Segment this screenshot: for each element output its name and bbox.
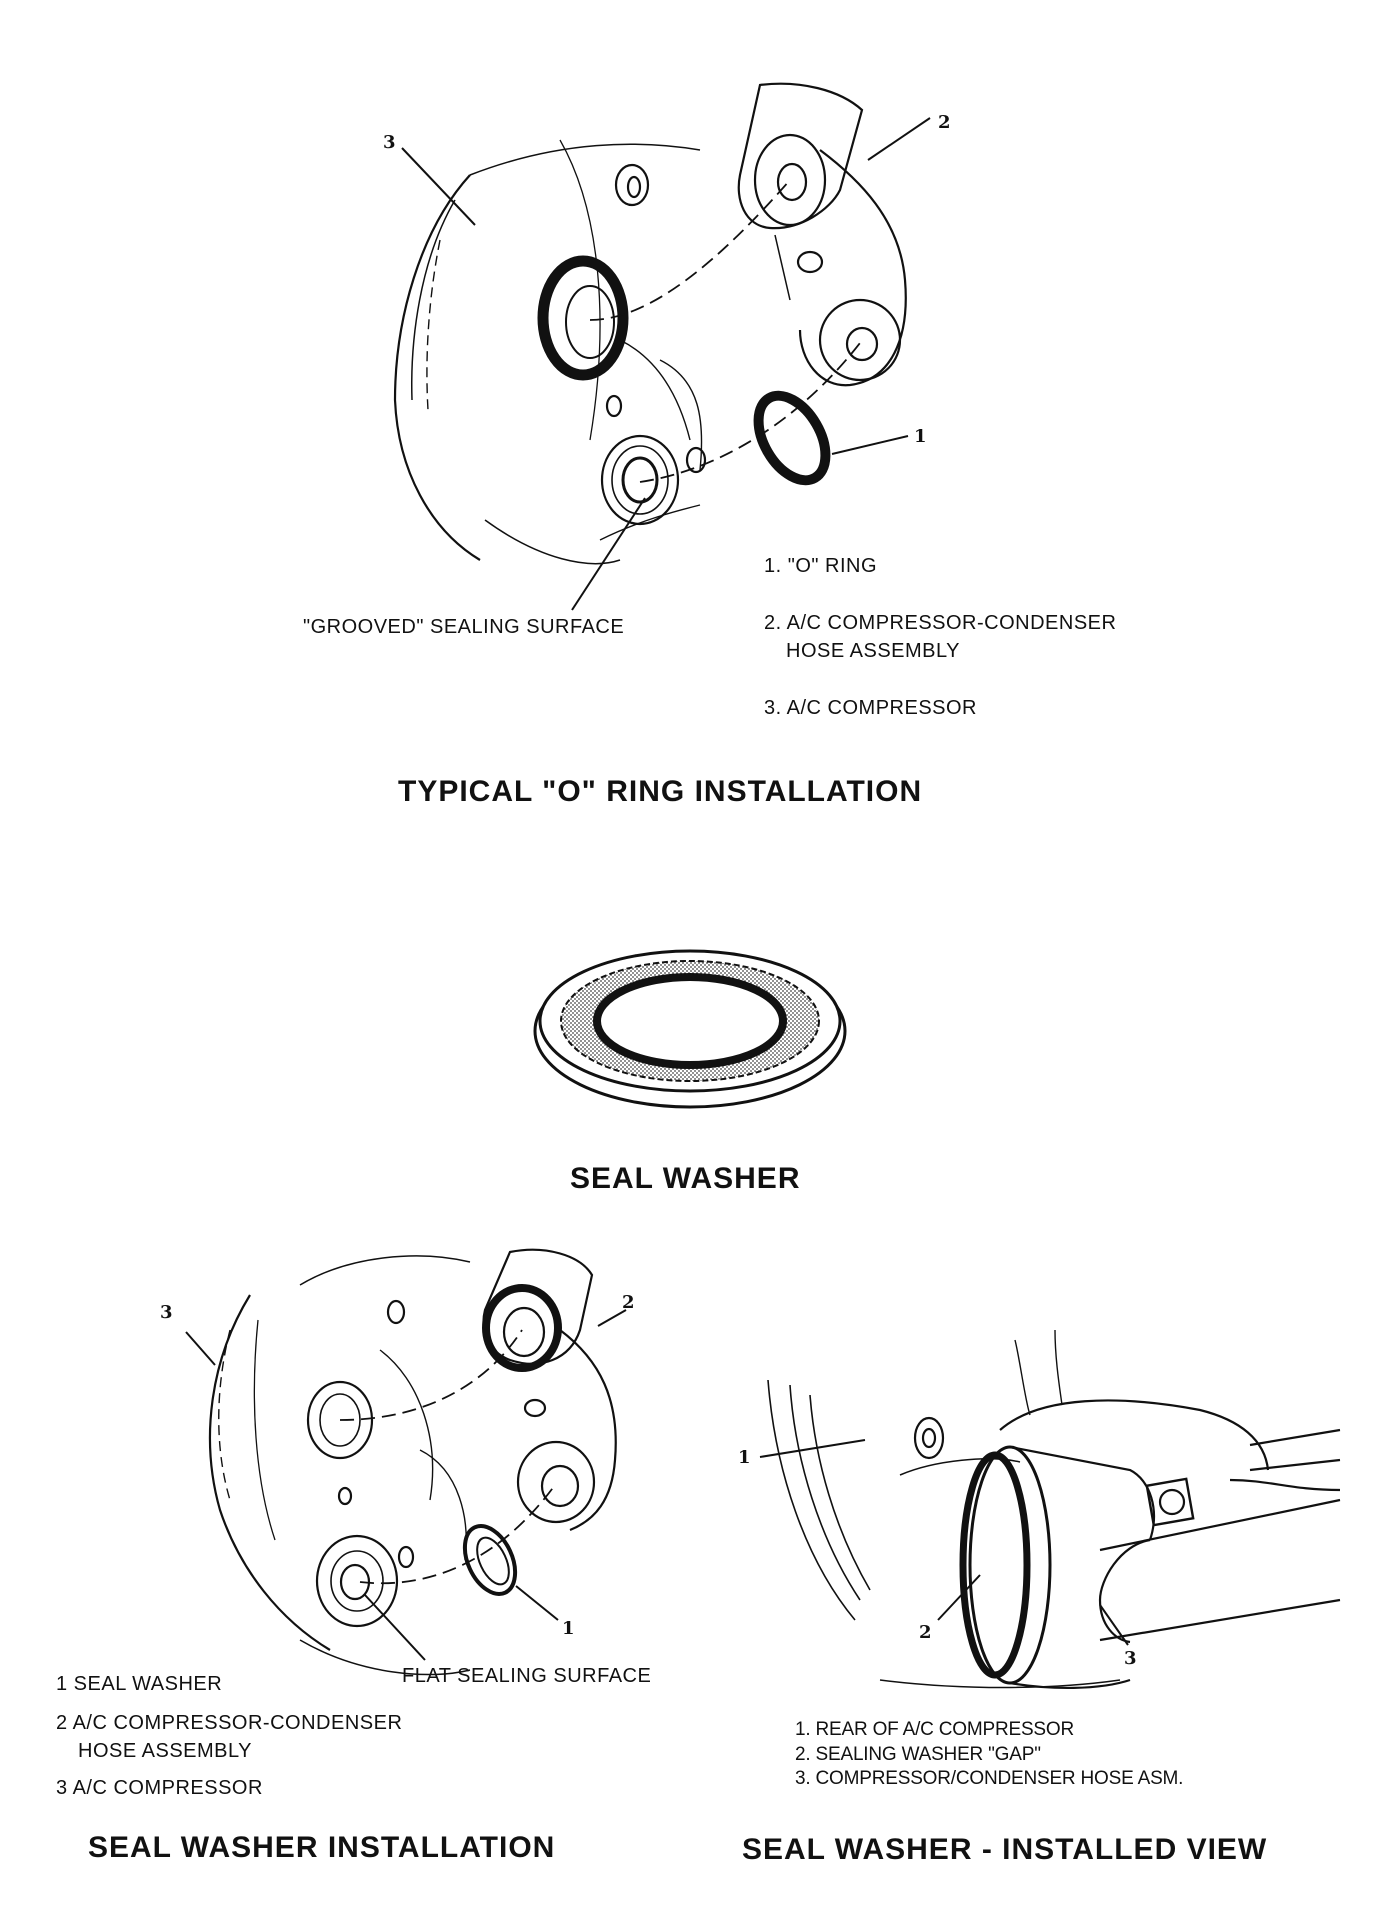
legend-item-3: 3 A/C COMPRESSOR: [56, 1777, 263, 1799]
legend-item-2: 2. A/C COMPRESSOR-CONDENSER: [764, 612, 1117, 634]
callout-3: 3: [383, 132, 397, 153]
seal-washer-installation-figure: [186, 1250, 626, 1675]
callout-2: 2: [622, 1292, 636, 1313]
figure-caption-o-ring: TYPICAL "O" RING INSTALLATION: [398, 775, 923, 808]
legend-item-3: 3. A/C COMPRESSOR: [764, 697, 977, 719]
grooved-surface-label: "GROOVED" SEALING SURFACE: [303, 616, 625, 638]
callout-1: 1: [562, 1618, 576, 1639]
legend-item-2-cont: HOSE ASSEMBLY: [78, 1740, 252, 1762]
o-ring-installation-figure: [395, 84, 930, 610]
callout-3: 3: [160, 1302, 174, 1323]
callout-3: 3: [1124, 1648, 1138, 1669]
legend-item-2-cont: HOSE ASSEMBLY: [786, 640, 960, 662]
figure-caption-installed-view: SEAL WASHER - INSTALLED VIEW: [742, 1833, 1268, 1866]
legend-item-1: 1. REAR OF A/C COMPRESSOR: [795, 1719, 1074, 1740]
figure-caption-seal-washer-installation: SEAL WASHER INSTALLATION: [88, 1831, 556, 1864]
legend-item-2: 2 A/C COMPRESSOR-CONDENSER: [56, 1712, 403, 1734]
legend-item-3: 3. COMPRESSOR/CONDENSER HOSE ASM.: [795, 1768, 1184, 1789]
callout-1: 1: [914, 426, 928, 447]
figure-caption-seal-washer: SEAL WASHER: [570, 1162, 801, 1195]
legend-item-1: 1 SEAL WASHER: [56, 1673, 223, 1695]
legend-item-2: 2. SEALING WASHER "GAP": [795, 1744, 1041, 1765]
callout-2: 2: [919, 1622, 933, 1643]
flat-surface-label: FLAT SEALING SURFACE: [402, 1665, 652, 1687]
seal-washer-installed-view-figure: [760, 1330, 1340, 1688]
callout-2: 2: [938, 112, 952, 133]
seal-washer-figure: [535, 951, 845, 1107]
callout-1: 1: [738, 1447, 752, 1468]
legend-item-1: 1. "O" RING: [764, 555, 878, 577]
